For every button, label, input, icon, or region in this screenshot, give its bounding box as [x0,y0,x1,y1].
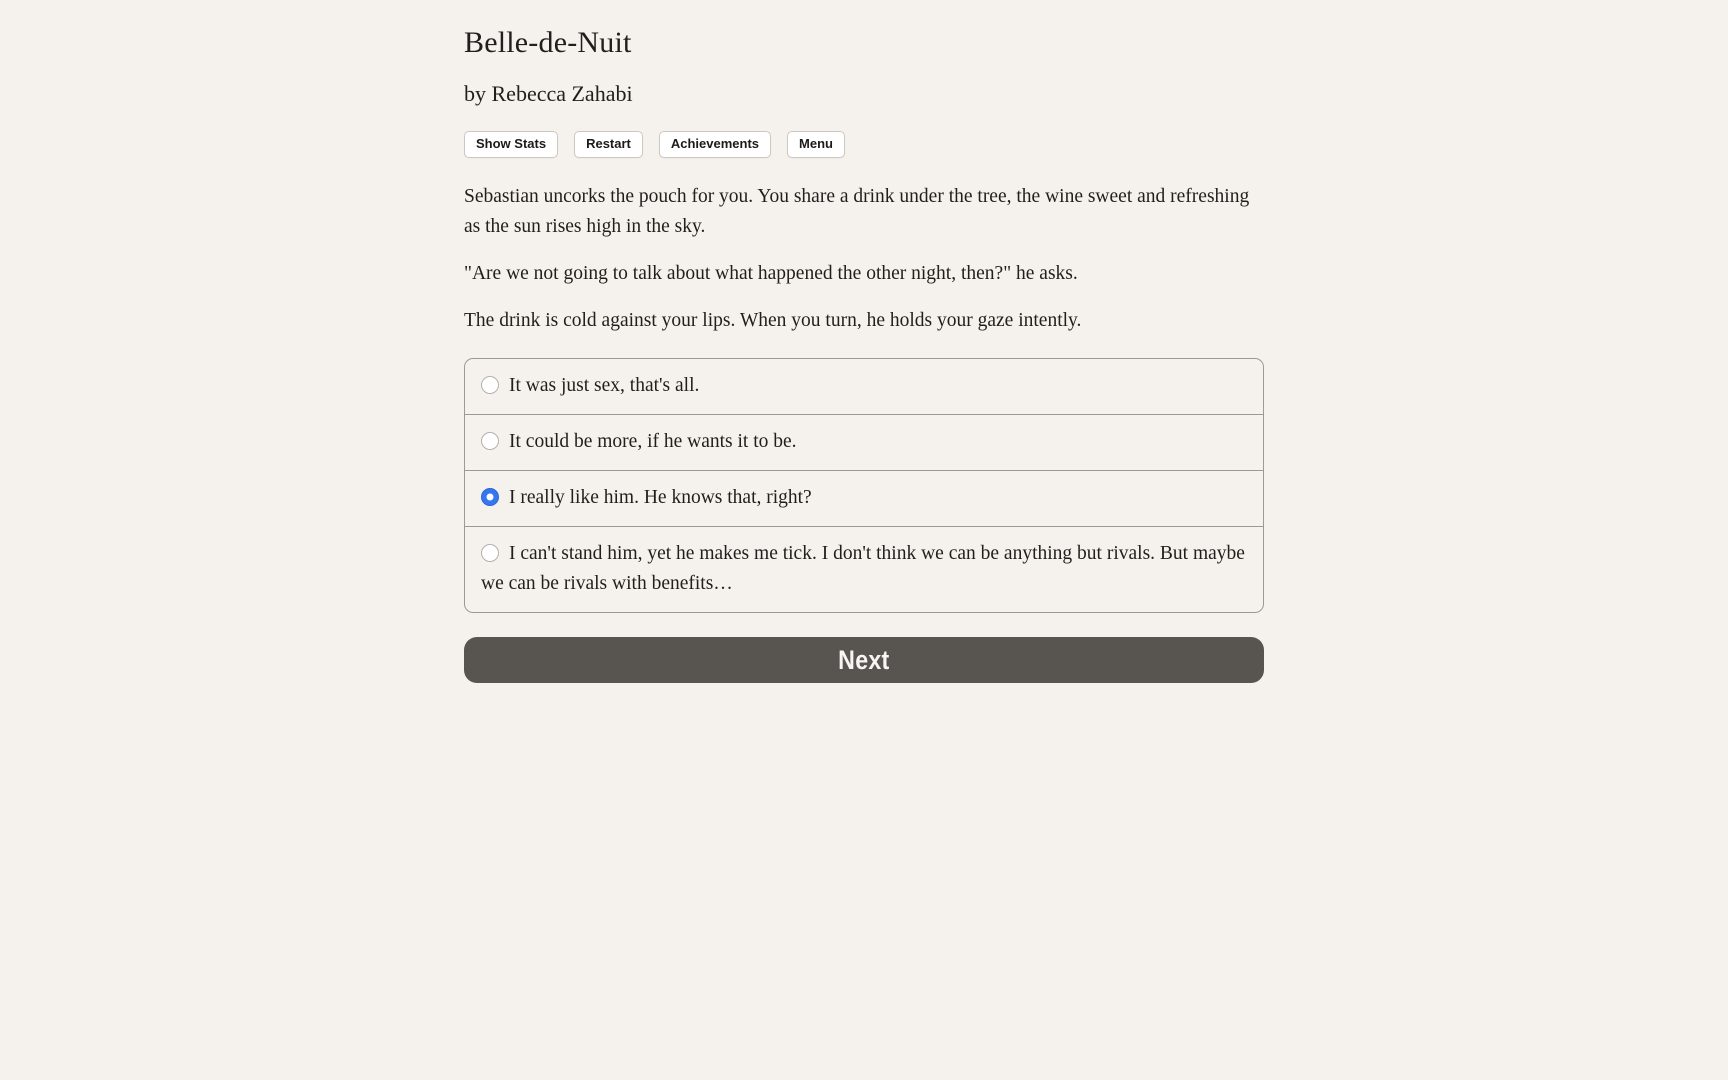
choice-option-label: It could be more, if he wants it to be. [509,431,797,452]
choice-option-label: I really like him. He knows that, right? [509,487,812,508]
toolbar [464,131,1264,158]
content-column [464,0,1264,683]
toolbar-button-show-stats[interactable]: Show Stats [464,131,558,158]
choice-option-3[interactable] [465,470,1263,526]
page-title: Belle-de-Nuit [464,26,632,59]
choice-option-label: It was just sex, that's all. [509,375,700,396]
next-button-label: Next [838,644,890,675]
toolbar-button-achievements[interactable]: Achievements [659,131,771,158]
toolbar-button-menu[interactable]: Menu [787,131,845,158]
toolbar-button-restart[interactable]: Restart [574,131,643,158]
radio-unselected-icon[interactable] [481,544,499,562]
choice-option-label: I can't stand him, yet he makes me tick. I don't think we can be anything but rivals. But maybe we can be rivals with benefits… [481,543,1245,594]
choice-form [464,358,1264,613]
choice-option-1[interactable] [465,359,1263,414]
next-button[interactable] [464,637,1264,683]
author-byline: by Rebecca Zahabi [464,81,633,106]
radio-selected-icon[interactable] [481,488,499,506]
story-paragraph: The drink is cold against your lips. When you turn, he holds your gaze intently. [464,310,1082,331]
story-text [464,182,1264,336]
radio-unselected-icon[interactable] [481,432,499,450]
choice-option-4[interactable] [465,526,1263,612]
story-paragraph: "Are we not going to talk about what happened the other night, then?" he asks. [464,263,1078,284]
story-paragraph: Sebastian uncorks the pouch for you. You share a drink under the tree, the wine sweet and refreshing as the sun rises high in the sky. [464,186,1250,237]
choice-option-2[interactable] [465,414,1263,470]
radio-unselected-icon[interactable] [481,376,499,394]
